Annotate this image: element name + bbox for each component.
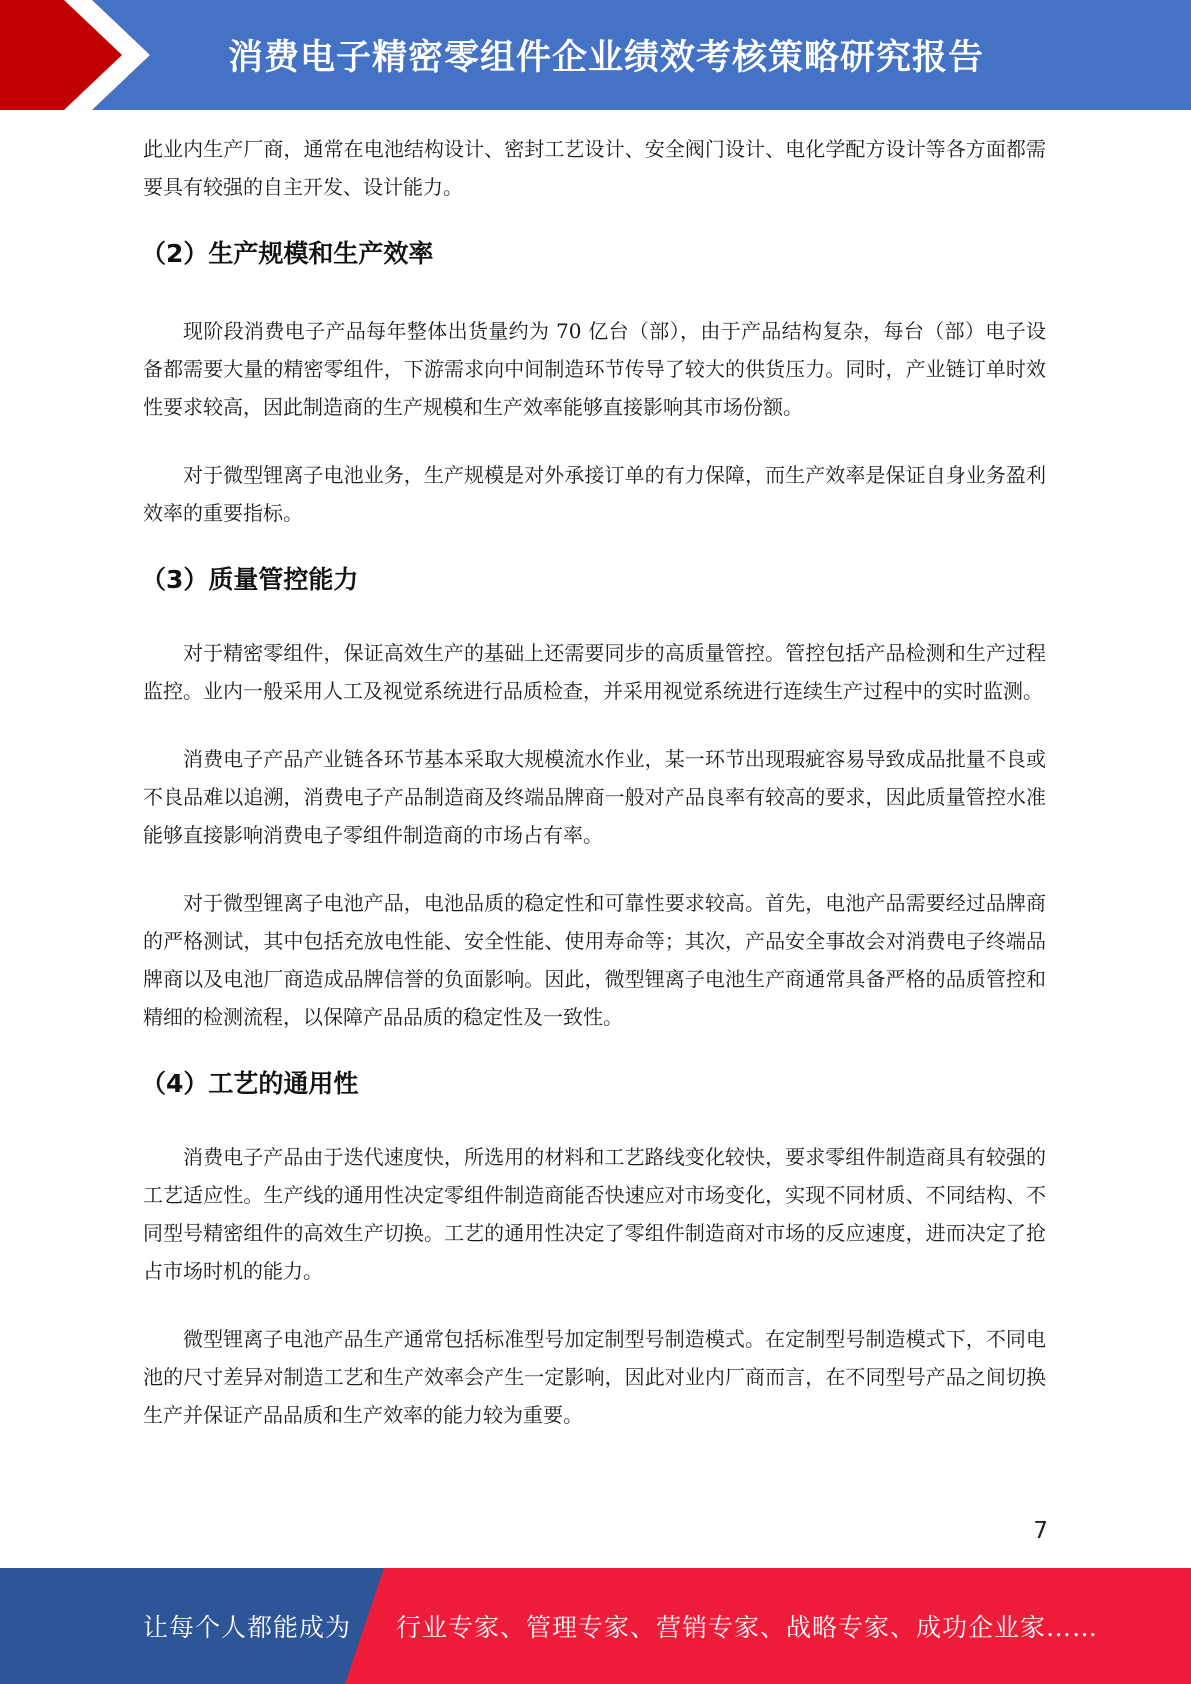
- paragraph-intro: 此业内生产厂商，通常在电池结构设计、密封工艺设计、安全阀门设计、电化学配方设计等各方面都需要具有较强的自主开发、设计能力。: [143, 137, 1046, 199]
- document-title: 消费电子精密零组件企业绩效考核策略研究报告: [228, 38, 985, 78]
- section-heading-quality-control: （3）质量管控能力: [141, 565, 359, 594]
- section-heading-process-versatility: （4）工艺的通用性: [141, 1069, 359, 1098]
- paragraph-battery-quality: 对于微型锂离子电池产品，电池品质的稳定性和可靠性要求较高。首先，电池产品需要经过品牌商的严格测试，其中包括充放电性能、安全性能、使用寿命等；其次，产品安全事故会对消费电子终端品牌商以及电池厂商造成品牌信誉的负面影响。因此，微型锂离子电池生产商通常具备严格的品质管控和精细的检测流程，以保障产品品质的稳定性及一致性。: [143, 891, 1046, 1029]
- page-footer: [0, 1568, 1191, 1684]
- paragraph-assembly-line: 消费电子产品产业链各环节基本采取大规模流水作业，某一环节出现瑕疵容易导致成品批量不良或不良品难以追溯，消费电子产品制造商及终端品牌商一般对产品良率有较高的要求，因此质量管控水准能够直接影响消费电子零组件制造商的市场占有率。: [143, 747, 1046, 847]
- paragraph-shipments: 现阶段消费电子产品每年整体出货量约为 70 亿台（部），由于产品结构复杂，每台（部）电子设备都需要大量的精密零组件，下游需求向中间制造环节传导了较大的供货压力。同时，产业链订单时效性要求较高，因此制造商的生产规模和生产效率能够直接影响其市场份额。: [143, 319, 1046, 419]
- page-header: [0, 0, 1191, 110]
- footer-slogan-left: 让每个人都能成为: [143, 1613, 352, 1642]
- paragraph-quality-control: 对于精密零组件，保证高效生产的基础上还需要同步的高质量管控。管控包括产品检测和生产过程监控。业内一般采用人工及视觉系统进行品质检查，并采用视觉系统进行连续生产过程中的实时监测。: [143, 641, 1046, 703]
- page-number: 7: [1033, 1518, 1048, 1544]
- paragraph-process-adaptability: 消费电子产品由于迭代速度快，所选用的材料和工艺路线变化较快，要求零组件制造商具有较强的工艺适应性。生产线的通用性决定零组件制造商能否快速应对市场变化，实现不同材质、不同结构、不同型号精密组件的高效生产切换。工艺的通用性决定了零组件制造商对市场的反应速度，进而决定了抢占市场时机的能力。: [143, 1145, 1046, 1283]
- paragraph-custom-models: 微型锂离子电池产品生产通常包括标准型号加定制型号制造模式。在定制型号制造模式下，不同电池的尺寸差异对制造工艺和生产效率会产生一定影响，因此对业内厂商而言，在不同型号产品之间切换生产并保证产品品质和生产效率的能力较为重要。: [143, 1327, 1046, 1427]
- document-body: [143, 130, 1046, 1434]
- footer-slogan-right: 行业专家、管理专家、营销专家、战略专家、成功企业家……: [396, 1613, 1099, 1642]
- section-heading-production-scale: （2）生产规模和生产效率: [141, 239, 434, 268]
- paragraph-production-efficiency: 对于微型锂离子电池业务，生产规模是对外承接订单的有力保障，而生产效率是保证自身业务盈利效率的重要指标。: [143, 463, 1046, 525]
